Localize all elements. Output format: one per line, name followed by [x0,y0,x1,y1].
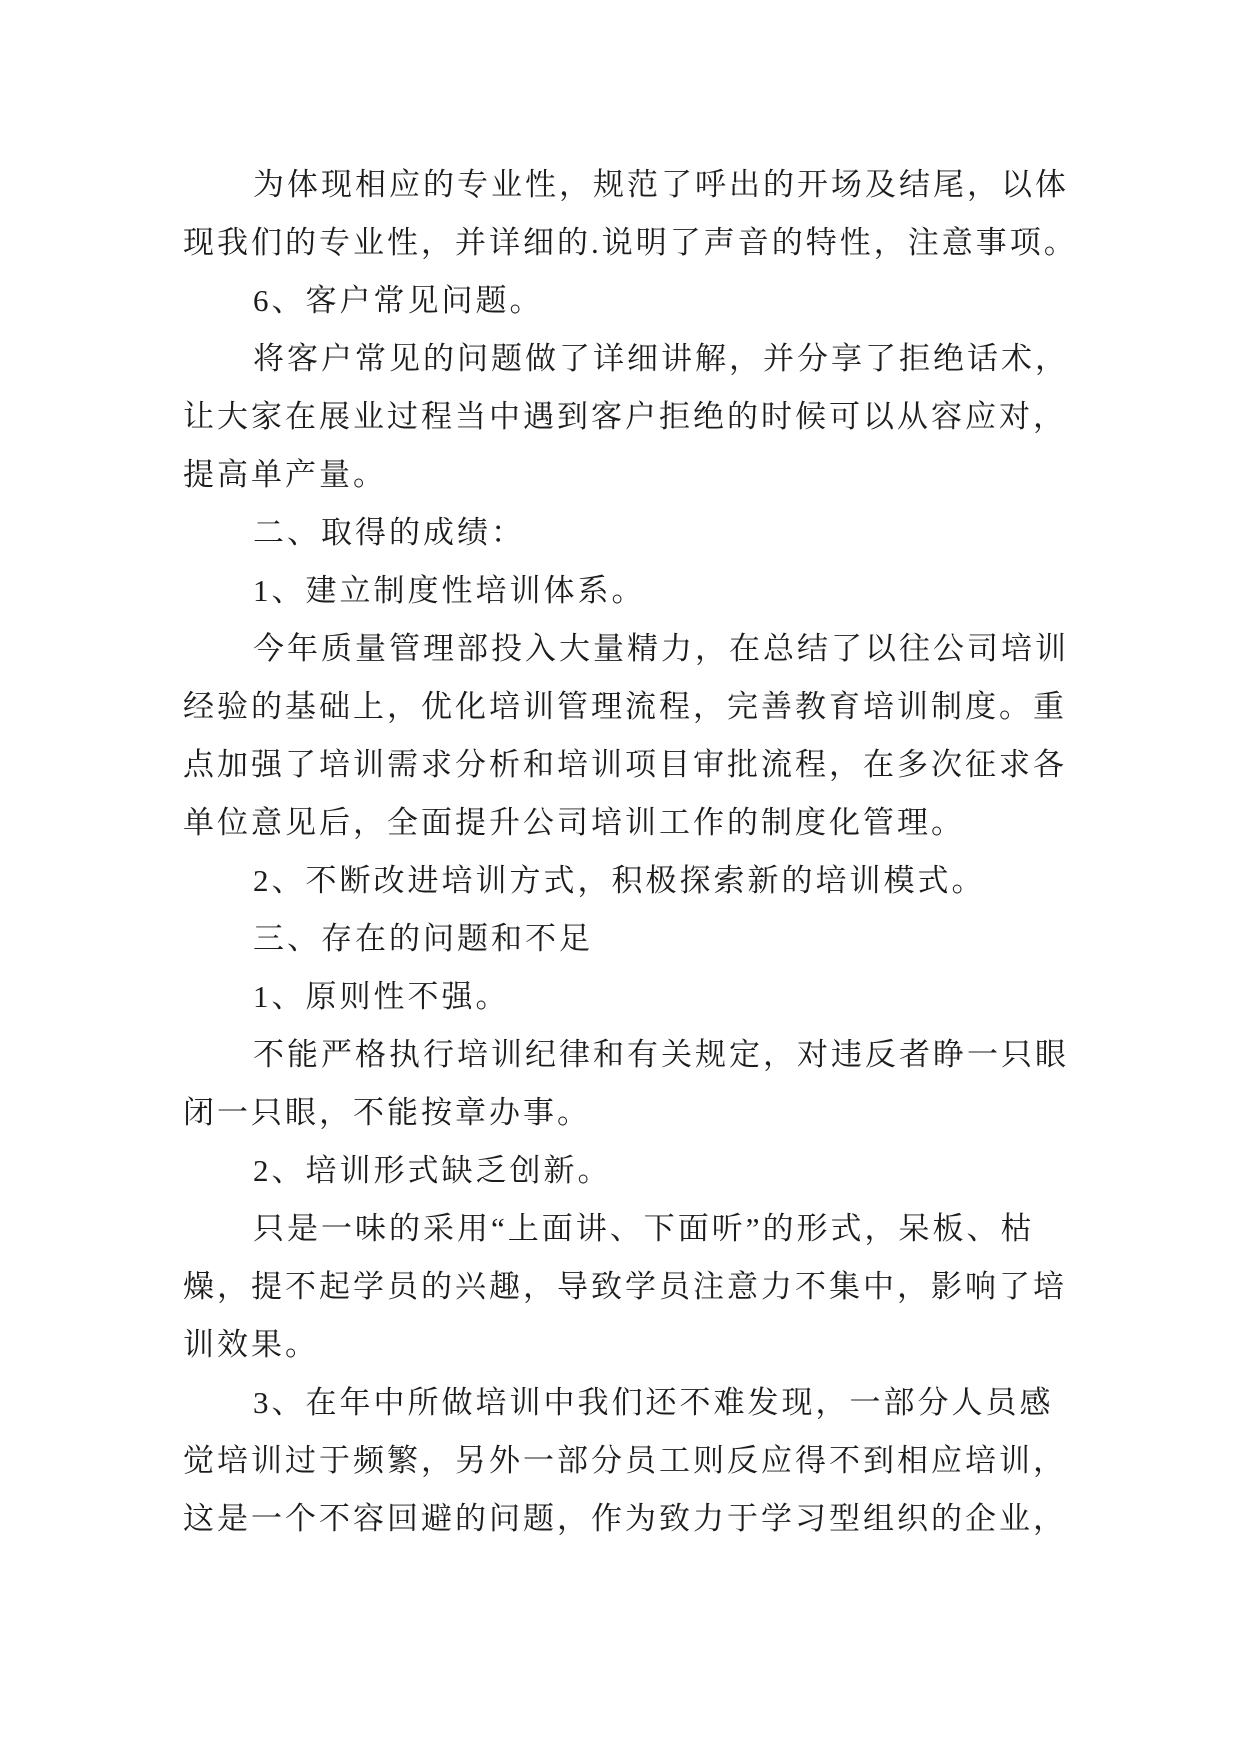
text-line: 提高单产量。 [183,457,387,492]
text-line: 不能严格执行培训纪律和有关规定，对违反者睁一只眼 [253,1037,1069,1072]
text-line: 将客户常见的问题做了详细讲解，并分享了拒绝话术， [253,341,1069,376]
text-line: 3、在年中所做培训中我们还不难发现，一部分人员感 [253,1385,1054,1420]
text-line: 三、存在的问题和不足 [253,921,593,956]
text-line: 燥，提不起学员的兴趣，导致学员注意力不集中，影响了培 [183,1269,1067,1304]
text-line: 为体现相应的专业性，规范了呼出的开场及结尾，以体 [253,167,1069,202]
text-line: 单位意见后，全面提升公司培训工作的制度化管理。 [183,805,965,840]
text-line: 今年质量管理部投入大量精力，在总结了以往公司培训 [253,631,1069,666]
text-line: 1、原则性不强。 [253,979,510,1014]
text-line: 经验的基础上，优化培训管理流程，完善教育培训制度。重 [183,689,1067,724]
text-line: 觉培训过于频繁，另外一部分员工则反应得不到相应培训， [183,1443,1067,1478]
text-line: 让大家在展业过程当中遇到客户拒绝的时候可以从容应对， [183,399,1067,434]
text-line: 这是一个不容回避的问题，作为致力于学习型组织的企业， [183,1501,1067,1536]
text-line: 二、取得的成绩： [253,515,525,550]
text-line: 2、不断改进培训方式，积极探索新的培训模式。 [253,863,986,898]
text-line: 现我们的专业性，并详细的.说明了声音的特性，注意事项。 [183,225,1078,260]
text-line: 6、客户常见问题。 [253,283,544,318]
text-line: 闭一只眼，不能按章办事。 [183,1095,591,1130]
text-line: 训效果。 [183,1327,319,1362]
document-body [183,156,1078,1548]
text-line: 只是一味的采用“上面讲、下面听”的形式，呆板、枯 [253,1211,1035,1246]
text-line: 2、培训形式缺乏创新。 [253,1153,612,1188]
text-line: 点加强了培训需求分析和培训项目审批流程，在多次征求各 [183,747,1067,782]
text-line: 1、建立制度性培训体系。 [253,573,646,608]
